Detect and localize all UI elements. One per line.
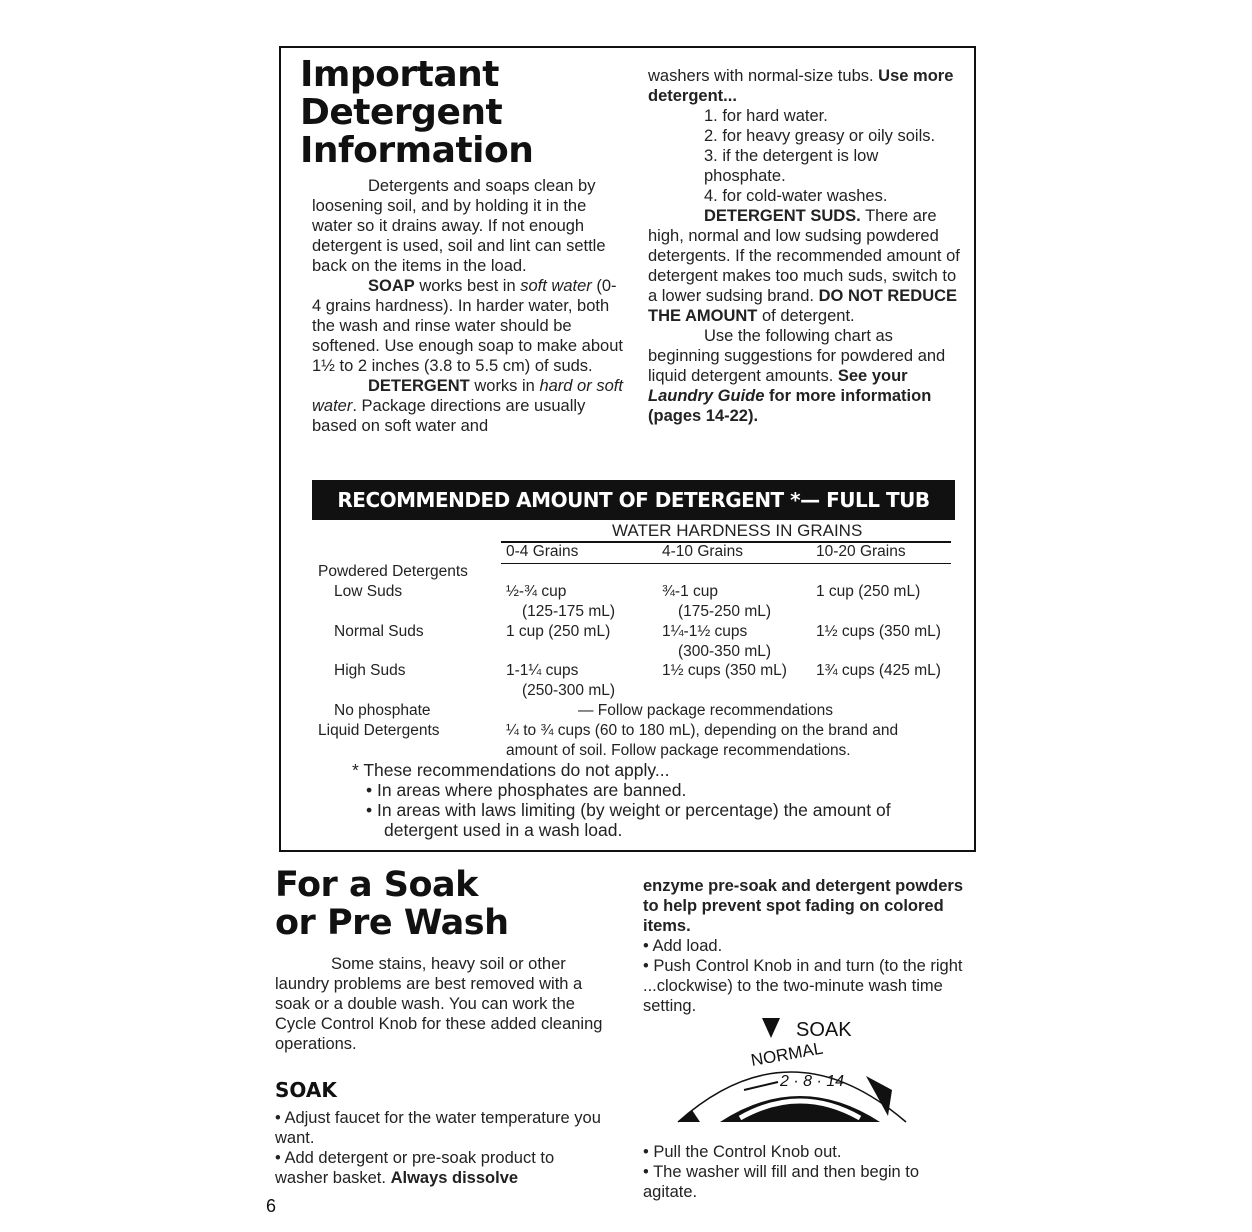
row-label: High Suds — [334, 662, 406, 679]
table-cell: 1½ cups (350 mL) — [816, 623, 941, 640]
text: Use the following chart as beginning suggestions for powdered and liquid detergent amounts. — [648, 327, 946, 385]
text: In areas where phosphates are banned. — [377, 780, 687, 800]
table-cell: 1¾ cups (425 mL) — [816, 662, 941, 679]
text: There are high, normal and low sudsing powdered detergents. If the recommended amount of detergent makes too much suds, switch to a lower sudsing brand. — [648, 207, 960, 305]
enzyme-note: enzyme pre-soak and detergent powders to help prevent spot fading on colored items. — [643, 877, 964, 935]
row-label: No phosphate — [334, 702, 431, 719]
title-line: For a Soak — [275, 865, 478, 905]
table-cell: (125-175 mL) — [522, 603, 616, 620]
text: . Package directions are usually based on soft water and — [312, 397, 586, 435]
divider — [501, 563, 951, 564]
suds-label: DETERGENT SUDS. — [704, 207, 861, 225]
text: The washer will fill and then begin to agitate. — [643, 1163, 920, 1201]
intro-paragraph: Detergents and soaps clean by loosening soil, and by holding it in the water so it drains away. If not enough detergent is used, soil and lint can settle back on the items in the load. — [312, 177, 606, 275]
row-label: Normal Suds — [334, 623, 424, 640]
text: (0-4 grains hardness). In harder water, both the wash and rinse water should be softened. Use enough soap to make about 1½ to 2 inches (3.8 to 5.5 cm) of suds. — [312, 277, 623, 375]
text: works best in — [414, 277, 521, 295]
table-cell: ½-¾ cup — [506, 583, 567, 600]
soak-right-column-bottom — [643, 1142, 975, 1202]
table-cell: amount of soil. Follow package recommendations. — [506, 742, 851, 759]
dial-numbers: 2 · 8 · 14 — [780, 1073, 845, 1090]
row-label: Low Suds — [334, 583, 403, 600]
text: See your — [837, 367, 908, 385]
text: Add detergent or pre-soak product to washer basket. — [275, 1149, 555, 1187]
column-header: 4-10 Grains — [662, 543, 743, 560]
list-item: • In areas with laws limiting (by weight or percentage) the amount of detergent used in a wash load. — [366, 800, 891, 840]
soap-label: SOAP — [368, 277, 415, 295]
text: Pull the Control Knob out. — [653, 1143, 842, 1161]
control-knob-dial — [670, 1014, 920, 1134]
text: Laundry Guide — [648, 387, 765, 405]
text: washers with normal-size tubs. — [648, 67, 879, 85]
list-item: • Add detergent or pre-soak product to washer basket. Always dissolve — [275, 1149, 555, 1187]
dial-soak-label: SOAK — [796, 1019, 852, 1041]
title-line: or Pre Wash — [275, 903, 509, 943]
table-cell: 1¼-1½ cups — [662, 623, 748, 640]
column-header: 0-4 Grains — [506, 543, 579, 560]
table-note: * These recommendations do not apply... — [352, 760, 670, 780]
hardness-header: WATER HARDNESS IN GRAINS — [612, 521, 863, 540]
text: Always dissolve — [390, 1169, 519, 1187]
list-item: • Push Control Knob in and turn (to the right ...clockwise) to the two-minute wash time setting. — [643, 957, 963, 1015]
row-label: Liquid Detergents — [318, 722, 440, 739]
text: works in — [469, 377, 540, 395]
text: soft water — [520, 277, 592, 295]
text: Adjust faucet for the water temperature you want. — [275, 1109, 601, 1147]
row-group-label: Powdered Detergents — [318, 563, 468, 580]
soak-left-column — [275, 954, 605, 1188]
detergent-label: DETERGENT — [368, 377, 470, 395]
soak-intro: Some stains, heavy soil or other laundry problems are best removed with a soak or a double wash. You can work the Cycle Control Knob for these added cleaning operations. — [275, 955, 603, 1053]
text: Push Control Knob in and turn (to the right ...clockwise) to the two-minute wash time setting. — [643, 957, 963, 1015]
text: DO NOT REDUCE THE AMOUNT — [648, 287, 958, 325]
list-item: 3. if the detergent is low phosphate. — [704, 147, 879, 185]
table-cell: 1 cup (250 mL) — [506, 623, 611, 640]
text: Add load. — [652, 937, 723, 955]
text: for more information (pages 14-22). — [648, 387, 932, 425]
column-header: 10-20 Grains — [816, 543, 906, 560]
title-line: Detergent — [300, 92, 503, 133]
table-cell: ¾-1 cup — [662, 583, 719, 600]
list-item: 1. for hard water. — [704, 107, 828, 125]
soak-heading: SOAK — [275, 1078, 337, 1102]
table-cell: (250-300 mL) — [522, 682, 616, 699]
table-banner: RECOMMENDED AMOUNT OF DETERGENT *— FULL TUB — [312, 480, 955, 520]
dial-normal-label: NORMAL — [749, 1038, 825, 1070]
list-item: 2. for heavy greasy or oily soils. — [704, 127, 936, 145]
soak-right-column — [643, 876, 975, 1016]
use-more-label: Use more detergent... — [648, 67, 954, 105]
list-item: • In areas where phosphates are banned. — [366, 780, 687, 800]
table-cell: (300-350 mL) — [678, 643, 772, 660]
list-item: • Add load. — [643, 937, 723, 955]
pointer-icon — [762, 1018, 780, 1038]
text: In areas with laws limiting (by weight or percentage) the amount of detergent used in a wash load. — [377, 800, 891, 840]
list-item: • Adjust faucet for the water temperature you want. — [275, 1109, 601, 1147]
list-item: 4. for cold-water washes. — [704, 187, 888, 205]
text: of detergent. — [757, 307, 855, 325]
title-line: Important — [300, 54, 500, 95]
list-item: • The washer will fill and then begin to agitate. — [643, 1163, 920, 1201]
table-cell: 1 cup (250 mL) — [816, 583, 921, 600]
table-cell: 1-1¼ cups — [506, 662, 579, 679]
list-item: • Pull the Control Knob out. — [643, 1143, 842, 1161]
table-cell: ¼ to ¾ cups (60 to 180 mL), depending on the brand and — [506, 722, 899, 739]
table-cell: 1½ cups (350 mL) — [662, 662, 787, 679]
table-cell: (175-250 mL) — [678, 603, 772, 620]
text: hard or soft water — [312, 377, 623, 415]
title-line: Information — [300, 130, 534, 171]
table-cell: — Follow package recommendations — [578, 702, 834, 719]
soak-section-title — [275, 866, 509, 942]
page-number: 6 — [266, 1196, 277, 1216]
